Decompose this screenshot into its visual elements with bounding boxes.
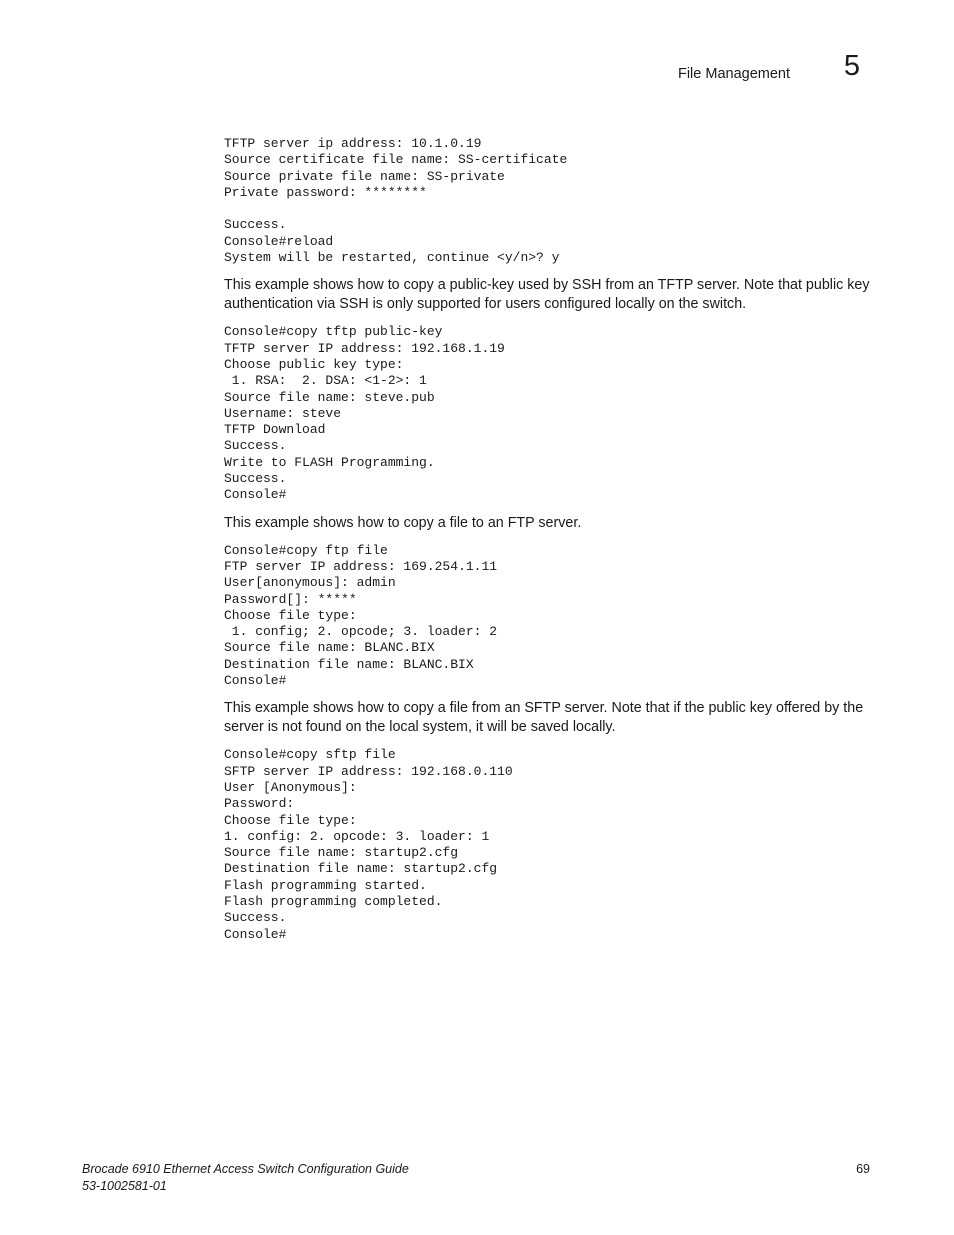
footer-document-info <box>82 1161 409 1194</box>
paragraph-public-key-example: This example shows how to copy a public-key used by SSH from an TFTP server. Note that public key authentication via SSH is only supported for users configured locally on the switch. <box>224 277 870 313</box>
footer-guide-title: Brocade 6910 Ethernet Access Switch Configuration Guide <box>82 1162 409 1176</box>
paragraph-sftp-example: This example shows how to copy a file from an SFTP server. Note that if the public key offered by the server is not found on the local system, it will be saved locally. <box>224 700 864 736</box>
page-body <box>224 136 874 943</box>
code-block-tftp-public-key: Console#copy tftp public-key TFTP server IP address: 192.168.1.19 Choose public key type: 1. RSA: 2. DSA: <1-2>: 1 Source file name: steve.pub Username: steve TFTP Download Success. Write to FLASH Programming. Success. Console# <box>224 324 505 503</box>
code-block-tftp-certificate: TFTP server ip address: 10.1.0.19 Source certificate file name: SS-certificate Source private file name: SS-private Private password: ******** Success. Console#reload System will be restarted, continue <y/n>? y <box>224 136 568 266</box>
code-block-ftp-file: Console#copy ftp file FTP server IP address: 169.254.1.11 User[anonymous]: admin Password[]: ***** Choose file type: 1. config; 2. opcode; 3. loader: 2 Source file name: BLANC.BIX Destination file name: BLANC.BIX Console# <box>224 542 498 689</box>
code-block-sftp-file: Console#copy sftp file SFTP server IP address: 192.168.0.110 User [Anonymous]: Password: Choose file type: 1. config: 2. opcode: 3. loader: 1 Source file name: startup2.cfg Destination file name: startup2.cfg Flash programming started. Flash programming completed. Success. Console# <box>224 747 513 942</box>
footer-page-number: 69 <box>856 1162 870 1176</box>
paragraph-ftp-example: This example shows how to copy a file to an FTP server. <box>224 514 582 531</box>
footer-doc-number: 53-1002581-01 <box>82 1178 167 1193</box>
running-header-title: File Management <box>677 66 790 82</box>
chapter-number: 5 <box>843 50 860 82</box>
